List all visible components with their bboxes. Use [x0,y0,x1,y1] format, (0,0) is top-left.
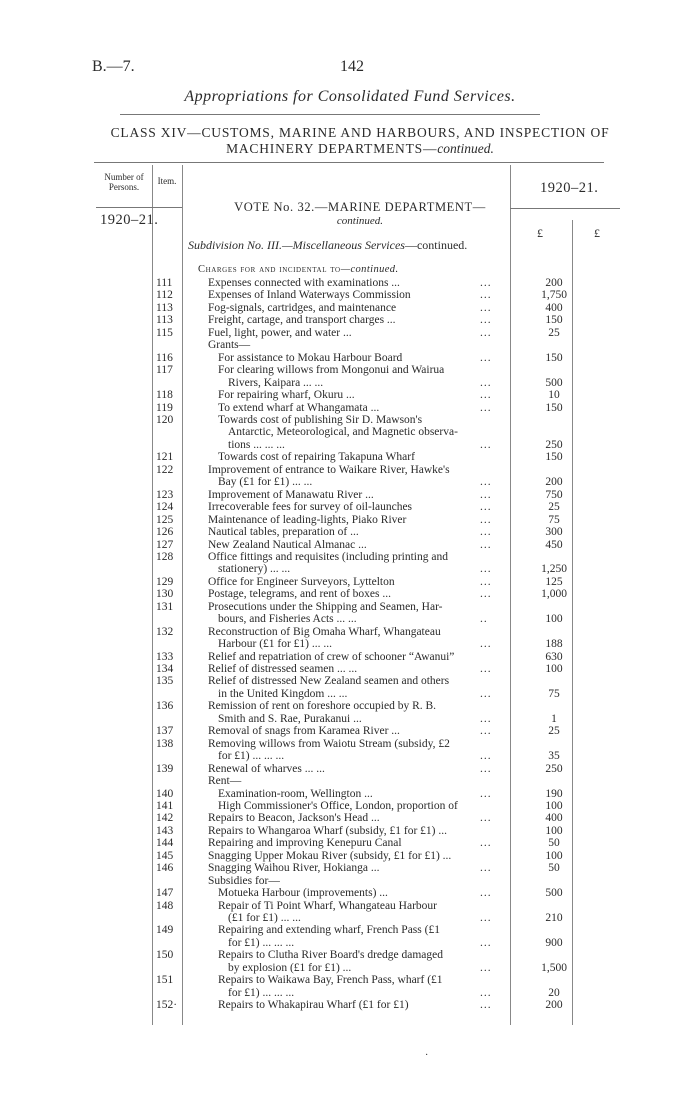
table-row [0,551,700,564]
class-title-main: MACHINERY DEPARTMENTS— [226,141,438,156]
table-row [0,924,700,937]
vote-heading [210,200,510,228]
subdivision-label: Subdivision No. III.—Miscellaneous Services [188,238,405,252]
item-amount: 188 [545,638,563,650]
item-description: Grants— [208,339,251,352]
subdivision-heading [188,238,467,253]
item-number: 147 [156,887,174,899]
leader-dots: ... [480,376,492,389]
class-title-continued: continued. [437,141,494,156]
item-description: Office for Engineer Surveyors, Lyttelton [208,575,395,588]
item-amount: 100 [545,849,563,862]
rule-under-class [94,162,604,163]
table-row [0,750,700,763]
item-number: 122 [156,463,174,476]
item-amount: 100 [545,799,563,812]
item-description: Renewal of wharves ... ... [208,762,325,775]
item-number: 117 [156,364,173,377]
table-row [0,837,700,850]
table-row [0,937,700,950]
item-amount: 250 [545,438,563,451]
item-amount: 210 [545,911,563,924]
item-description: for £1) ... ... ... [228,986,295,999]
item-description: Snagging Waihou River, Hokianga ... [208,862,380,875]
item-description: Repair of Ti Point Wharf, Whangateau Harbour [218,899,437,912]
item-amount: 250 [545,762,563,775]
item-amount: 150 [545,351,563,364]
table-row [0,800,700,813]
item-number: 119 [156,401,173,414]
table-row [0,875,700,888]
pound-sign-right: £ [594,226,600,240]
item-amount: 1,750 [541,289,567,302]
subdivision-continued: —continued. [404,238,468,252]
leader-dots: ... [480,911,492,924]
table-row [0,626,700,639]
item-amount: 200 [545,476,563,489]
leader-dots: ... [480,999,492,1012]
table-row [0,539,700,552]
leader-dots: ... [480,887,492,899]
table-row [0,788,700,801]
item-description: tions ... ... ... [228,438,285,451]
table-row [0,476,700,489]
item-amount: 630 [545,650,563,663]
table-row [0,489,700,502]
item-number: 111 [156,277,173,289]
leader-dots: ... [480,401,492,414]
item-description: Office fittings and requisites (including printing and [208,550,448,563]
leader-dots: ... [480,638,492,650]
header-number-of-persons: Number of Persons. [104,172,144,192]
leader-dots: ... [480,712,492,725]
item-description: Bay (£1 for £1) ... ... [218,476,313,489]
table-row [0,775,700,788]
table-row [0,501,700,514]
item-description: Relief of distressed seamen ... ... [208,663,358,675]
vote-title: VOTE No. 32.—MARINE DEPARTMENT— [234,200,486,214]
item-number: 139 [156,762,174,775]
table-row [0,725,700,738]
item-number: 152· [156,999,178,1012]
item-description: Expenses of Inland Waterways Commission [208,289,411,302]
item-amount: 500 [545,376,563,389]
table-row [0,302,700,315]
document-reference: B.—7. [92,58,135,75]
leader-dots: ... [480,526,492,538]
item-description: Maintenance of leading-lights, Piako River [208,513,407,526]
item-number: 143 [156,824,174,837]
item-amount: 75 [548,513,560,526]
item-description: Prosecutions under the Shipping and Seamen, Har- [208,600,443,613]
item-description: bours, and Fisheries Acts ... ... [218,613,357,626]
item-amount: 900 [545,936,563,949]
item-description: Irrecoverable fees for survey of oil-launches [208,501,413,514]
table-row [0,974,700,987]
item-description: in the United Kingdom ... ... [218,687,348,700]
item-description: Nautical tables, preparation of ... [208,526,359,538]
table-row [0,713,700,726]
leader-dots: ... [480,663,492,675]
table-row [0,389,700,402]
item-number: 132 [156,625,174,638]
table-row [0,352,700,365]
item-number: 116 [156,351,173,364]
leader-dots: ... [480,750,492,763]
table-row [0,962,700,975]
item-description: Examination-room, Wellington ... [218,787,373,800]
table-row [0,638,700,651]
item-number: 112 [156,289,173,302]
leader-dots: ... [480,501,492,514]
item-description: New Zealand Nautical Almanac ... [208,538,367,551]
item-number: 118 [156,389,173,402]
item-amount: 200 [545,999,563,1012]
item-amount: 25 [548,725,560,738]
leader-dots: ... [480,961,492,974]
item-description: (£1 for £1) ... ... [228,911,301,924]
item-amount: 125 [545,575,563,588]
leader-dots: ... [480,476,492,489]
item-description: Fuel, light, power, and water ... [208,326,352,339]
page-subtitle: Appropriations for Consolidated Fund Services. [184,88,516,105]
table-row [0,887,700,900]
item-amount: 190 [545,787,563,800]
item-description: Removal of snags from Karamea River ... [208,725,400,738]
leader-dots: .. [480,613,488,626]
table-row [0,327,700,340]
item-amount: 450 [545,538,563,551]
item-description: Harbour (£1 for £1) ... ... [218,638,333,650]
item-number: 136 [156,700,174,713]
item-description: Towards cost of publishing Sir D. Mawson's [218,413,423,426]
item-description: Remission of rent on foreshore occupied by R. B. [208,700,437,713]
rule-top [120,114,540,115]
item-number: 137 [156,725,174,738]
table-row [0,688,700,701]
item-number: 151 [156,974,174,987]
table-row [0,987,700,1000]
class-title-line1: CLASS XIV—CUSTOMS, MARINE AND HARBOURS, AND INSPECTION OF [110,125,610,140]
item-number: 141 [156,799,174,812]
table-row [0,289,700,302]
item-amount: 50 [548,862,560,875]
table-row [0,738,700,751]
item-description: Fog-signals, cartridges, and maintenance [208,301,397,314]
leader-dots: ... [480,289,492,302]
leader-dots: ... [480,513,492,526]
item-amount: 300 [545,526,563,538]
charges-heading-continued: —continued. [340,264,399,275]
leader-dots: ... [480,389,492,402]
table-row [0,700,700,713]
leader-dots: ... [480,687,492,700]
table-row [0,414,700,427]
table-row [0,439,700,452]
item-amount: 150 [545,401,563,414]
pound-sign-left: £ [537,226,543,240]
table-row [0,825,700,838]
table-row [0,464,700,477]
item-amount: 10 [548,389,560,402]
leader-dots: ... [480,314,492,327]
item-amount: 100 [545,613,563,626]
left-year: 1920–21. [100,212,159,228]
table-row [0,601,700,614]
item-number: 148 [156,899,174,912]
item-number: 124 [156,501,174,514]
item-description: Motueka Harbour (improvements) ... [218,887,388,899]
item-description: by explosion (£1 for £1) ... [228,961,352,974]
item-description: Expenses connected with examinations ... [208,277,400,289]
item-description: stationery) ... ... [218,563,291,576]
item-amount: 150 [545,451,563,464]
table-row [0,651,700,664]
item-number: 149 [156,924,174,937]
item-number: 134 [156,663,174,675]
leader-dots: ... [480,862,492,875]
table-row [0,426,700,439]
leader-dots: ... [480,563,492,576]
table-row [0,277,700,290]
header-item: Item. [157,176,177,186]
item-description: Freight, cartage, and transport charges ... [208,314,396,327]
item-amount: 500 [545,887,563,899]
item-number: 120 [156,413,174,426]
item-amount: 50 [548,837,560,850]
item-number: 150 [156,949,174,962]
item-description: Repairing and improving Kenepuru Canal [208,837,402,850]
leader-dots: ... [480,725,492,738]
table-row [0,675,700,688]
table-row [0,402,700,415]
table-row [0,812,700,825]
item-description: For repairing wharf, Okuru ... [218,389,355,402]
item-number: 121 [156,451,174,464]
leader-dots: ... [480,936,492,949]
leader-dots: ... [480,488,492,501]
item-description: Smith and S. Rae, Purakanui ... [218,712,362,725]
leader-dots: ... [480,438,492,451]
rule-column-header [96,207,182,208]
leader-dots: ... [480,575,492,588]
table-row [0,588,700,601]
item-description: Antarctic, Meteorological, and Magnetic observa- [228,426,458,439]
item-number: 142 [156,812,174,825]
leader-dots: ... [480,538,492,551]
item-description: For clearing willows from Mongonui and Wairua [218,364,445,377]
item-amount: 100 [545,824,563,837]
item-amount: 35 [548,750,560,763]
table-row [0,563,700,576]
table-row [0,613,700,626]
class-title [100,125,620,157]
leader-dots: ... [480,277,492,289]
item-description: Repairs to Beacon, Jackson's Head ... [208,812,380,825]
table-row [0,850,700,863]
rule-right-year [510,208,620,209]
class-title-line2 [100,141,620,157]
table-row [0,576,700,589]
item-description: Rent— [208,775,242,787]
item-number: 113 [156,301,173,314]
item-description: Repairs to Clutha River Board's dredge damaged [218,949,443,962]
item-description: Removing willows from Waiotu Stream (subsidy, £2 [208,737,450,750]
leader-dots: ... [480,351,492,364]
item-number: 126 [156,526,174,538]
item-number: 146 [156,862,174,875]
item-number: 129 [156,575,174,588]
leader-dots: ... [480,326,492,339]
item-description: Repairs to Whakapirau Wharf (£1 for £1) [218,999,409,1012]
item-number: 128 [156,550,174,563]
table-row [0,377,700,390]
item-description: Repairing and extending wharf, French Pass (£1 [218,924,440,937]
item-number: 115 [156,326,173,339]
vote-continued: continued. [336,215,384,227]
table-row [0,526,700,539]
item-amount: 750 [545,488,563,501]
item-number: 125 [156,513,174,526]
item-description: for £1) ... ... ... [228,936,295,949]
item-number: 130 [156,588,174,601]
item-description: Postage, telegrams, and rent of boxes ... [208,588,391,601]
item-number: 145 [156,849,174,862]
item-number: 135 [156,675,174,688]
leader-dots: ... [480,812,492,825]
item-number: 131 [156,600,174,613]
table-row [0,451,700,464]
item-description: Reconstruction of Big Omaha Wharf, Whangateau [208,625,441,638]
item-description: Relief of distressed New Zealand seamen and others [208,675,450,688]
table-row [0,949,700,962]
table-row [0,912,700,925]
item-number: 144 [156,837,174,850]
item-amount: 200 [545,277,563,289]
item-description: Improvement of Manawatu River ... [208,488,374,501]
item-description: Rivers, Kaipara ... ... [228,376,324,389]
table-row [0,514,700,527]
table-row [0,339,700,352]
item-amount: 20 [548,986,560,999]
leader-dots: ... [480,588,492,601]
leader-dots: ... [480,301,492,314]
leader-dots: ... [480,787,492,800]
leader-dots: ... [480,986,492,999]
item-amount: 400 [545,301,563,314]
item-description: Snagging Upper Mokau River (subsidy, £1 for £1) ... [208,849,452,862]
item-amount: 1,500 [541,961,567,974]
right-year: 1920–21. [540,180,599,196]
item-description: Improvement of entrance to Waikare River, Hawke's [208,463,450,476]
item-description: For assistance to Mokau Harbour Board [218,351,403,364]
item-amount: 100 [545,663,563,675]
table-row [0,364,700,377]
item-description: Relief and repatriation of crew of schooner “Awanui” [208,650,455,663]
item-description: Repairs to Waikawa Bay, French Pass, wharf (£1 [218,974,443,987]
item-amount: 25 [548,501,560,514]
item-number: 127 [156,538,174,551]
item-number: 140 [156,787,174,800]
item-description: To extend wharf at Whangamata ... [218,401,380,414]
table-row [0,900,700,913]
item-description: for £1) ... ... ... [218,750,285,763]
item-amount: 150 [545,314,563,327]
table-row [0,999,700,1012]
item-number: 113 [156,314,173,327]
item-number: 138 [156,737,174,750]
item-description: Subsidies for— [208,874,280,887]
table-row [0,763,700,776]
item-amount: 1 [551,712,557,725]
item-description: High Commissioner's Office, London, proportion of [218,799,458,812]
table-row [0,314,700,327]
item-amount: 1,000 [541,588,567,601]
item-number: 123 [156,488,174,501]
item-number: 133 [156,650,174,663]
item-amount: 1,250 [541,563,567,576]
item-description: Towards cost of repairing Takapuna Wharf [218,451,415,464]
item-amount: 75 [548,687,560,700]
item-amount: 400 [545,812,563,825]
table-row [0,862,700,875]
charges-heading [198,264,399,275]
item-description: Repairs to Whangaroa Wharf (subsidy, £1 for £1) ... [208,824,447,837]
page-footer-mark: · [425,1050,429,1061]
leader-dots: ... [480,837,492,850]
table-row [0,663,700,676]
item-amount: 25 [548,326,560,339]
page-number: 142 [340,58,364,75]
leader-dots: ... [480,762,492,775]
charges-heading-main: Charges for and incidental to [198,264,341,275]
